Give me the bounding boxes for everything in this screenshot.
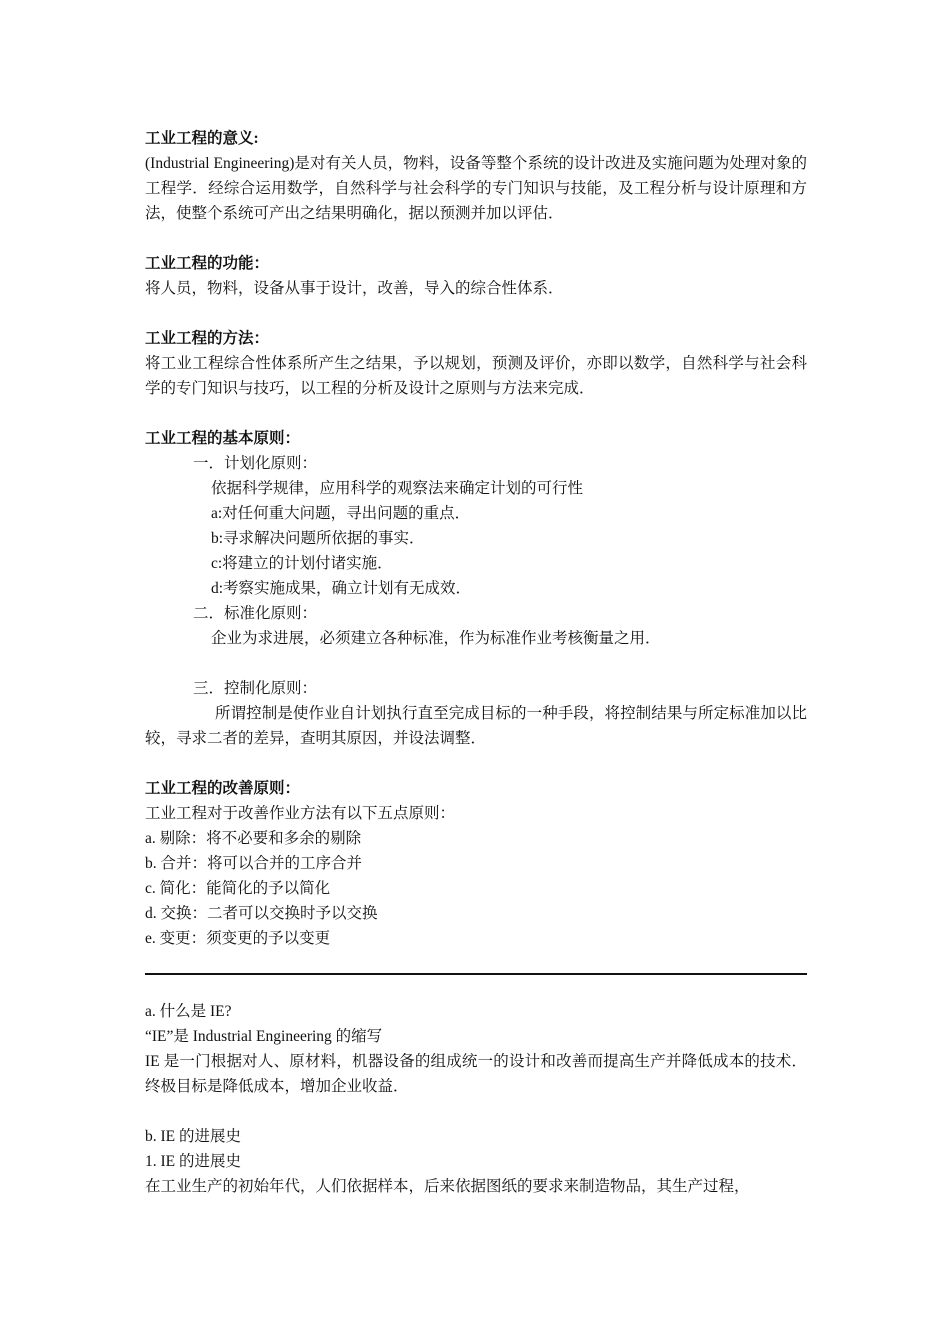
principle-1-item: c:将建立的计划付诸实施． bbox=[211, 555, 393, 572]
principle-2-desc: 企业为求进展，必须建立各种标准，作为标准作业考核衡量之用． bbox=[211, 630, 661, 647]
improvement-item: a. 剔除：将不必要和多余的剔除 bbox=[145, 830, 362, 847]
ie-abbreviation: “IE”是 Industrial Engineering 的缩写 bbox=[145, 1028, 383, 1045]
ie-history-title: b. IE 的进展史 bbox=[145, 1128, 242, 1145]
improvement-intro: 工业工程对于改善作业方法有以下五点原则： bbox=[145, 805, 456, 822]
principle-3-title: 三．控制化原则： bbox=[193, 680, 318, 697]
ie-definition: IE 是一门根据对人、原材料，机器设备的组成统一的设计和改善而提高生产并降低成本的技术．终极目标是降低成本，增加企业收益． bbox=[145, 1053, 807, 1095]
section-title-function: 工业工程的功能： bbox=[145, 255, 270, 272]
improvement-item: c. 简化：能简化的予以简化 bbox=[145, 880, 331, 897]
section-title-meaning: 工业工程的意义: bbox=[145, 130, 259, 147]
principle-1-item: d:考察实施成果，确立计划有无成效． bbox=[211, 580, 472, 597]
principle-1-desc: 依据科学规律，应用科学的观察法来确定计划的可行性 bbox=[211, 480, 584, 497]
ie-history-body: 在工业生产的初始年代，人们依据样本，后来依据图纸的要求来制造物品，其生产过程， bbox=[145, 1178, 750, 1195]
improvement-item: e. 变更：须变更的予以变更 bbox=[145, 930, 331, 947]
section-title-principles: 工业工程的基本原则： bbox=[145, 430, 301, 447]
section-body-function: 将人员，物料，设备从事于设计，改善，导入的综合性体系． bbox=[145, 280, 564, 297]
section-title-improvement: 工业工程的改善原则： bbox=[145, 780, 301, 797]
section-body-method: 将工业工程综合性体系所产生之结果，予以规划，预测及评价，亦即以数学，自然科学与社会科学的专门知识与技巧，以工程的分析及设计之原则与方法来完成． bbox=[145, 355, 807, 397]
section-body-meaning: (Industrial Engineering)是对有关人员，物料，设备等整个系统的设计改进及实施问题为处理对象的工程学．经综合运用数学，自然科学与社会科学的专门知识与技能，及工程分析与设计原理和方法，使整个系统可产出之结果明确化，据以预测并加以评估． bbox=[145, 155, 807, 222]
principle-2-title: 二．标准化原则： bbox=[193, 605, 318, 622]
ie-history-subtitle: 1. IE 的进展史 bbox=[145, 1153, 242, 1170]
principle-1-item: a:对任何重大问题，寻出问题的重点． bbox=[211, 505, 471, 522]
horizontal-divider bbox=[145, 973, 807, 975]
improvement-item: d. 交换：二者可以交换时予以交换 bbox=[145, 905, 378, 922]
improvement-item: b. 合并：将可以合并的工序合并 bbox=[145, 855, 363, 872]
section-title-method: 工业工程的方法： bbox=[145, 330, 270, 347]
what-is-ie-question: a. 什么是 IE? bbox=[145, 1003, 232, 1020]
principle-1-title: 一．计划化原则： bbox=[193, 455, 318, 472]
document-page bbox=[145, 126, 807, 1199]
principle-1-item: b:寻求解决问题所依据的事实． bbox=[211, 530, 425, 547]
principle-3-desc: 所谓控制是使作业自计划执行直至完成目标的一种手段，将控制结果与所定标准加以比较，寻求二者的差异，查明其原因，并设法调整． bbox=[145, 705, 807, 747]
